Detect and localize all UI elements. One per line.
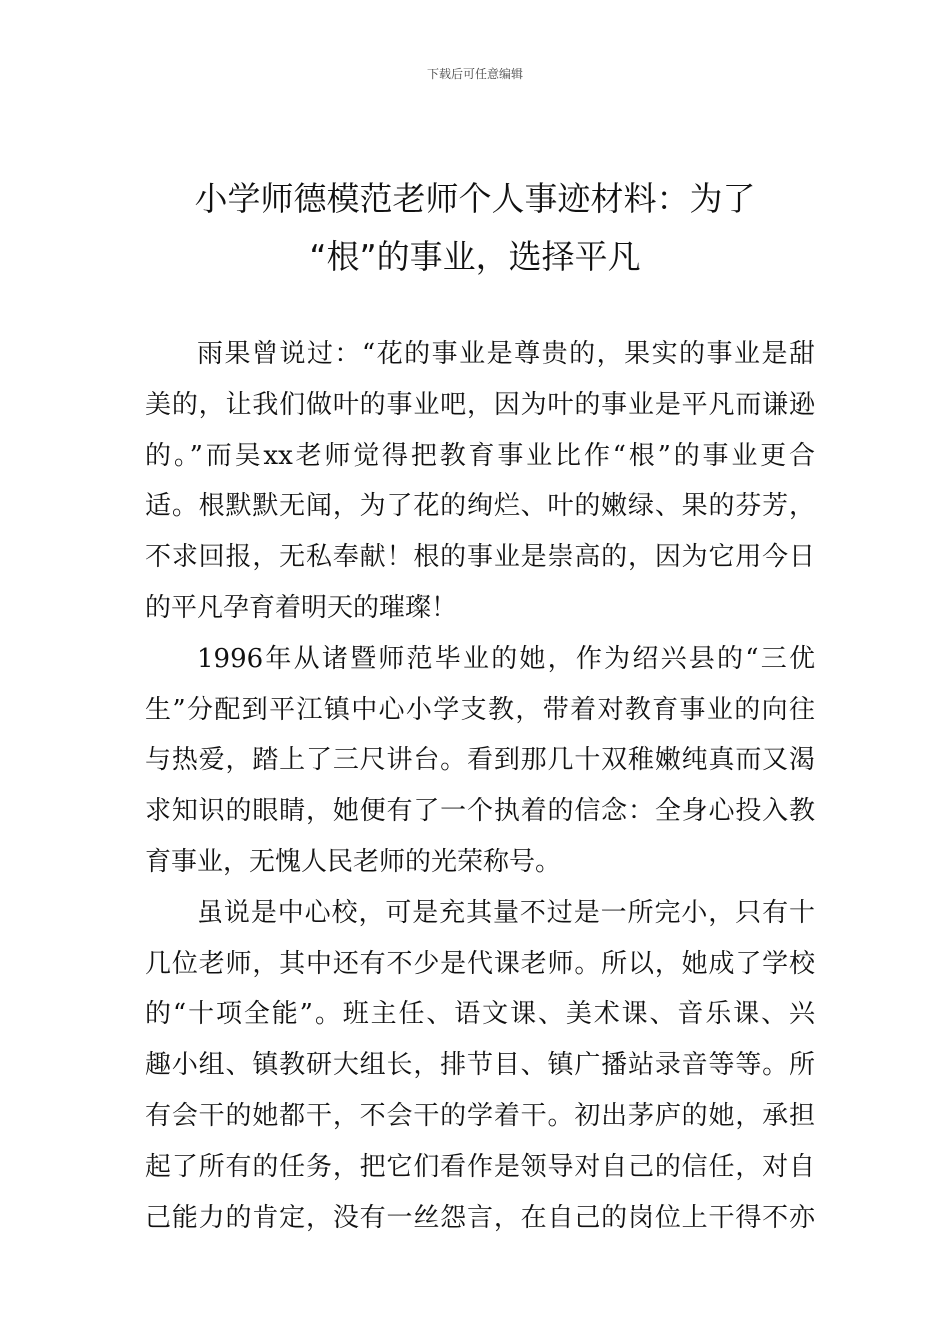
text-line: 虽说是中心校，可是充其量不过是一所完小，只有十: [197, 897, 815, 928]
text-line: 的“十项全能”。班主任、语文课、美术课、音乐课、兴: [145, 999, 815, 1030]
document-body: [145, 329, 815, 1243]
text-line: 1996年从诸暨师范毕业的她，作为绍兴县的“三优: [197, 643, 815, 674]
title-line-1: 小学师德模范老师个人事迹材料：为了: [194, 179, 756, 218]
title-line-2: “根”的事业，选择平凡: [309, 237, 641, 276]
text-line: 不求回报，无私奉献！根的事业是崇高的，因为它用今日: [145, 542, 815, 573]
page-header: 下载后可任意编辑: [426, 67, 523, 81]
text-line: 的平凡孕育着明天的璀璨！: [145, 592, 458, 623]
document-title: [120, 170, 830, 286]
text-line: 育事业，无愧人民老师的光荣称号。: [145, 846, 562, 877]
text-line: 生”分配到平江镇中心小学支教，带着对教育事业的向往: [145, 694, 815, 725]
text-line: 的。”而吴xx老师觉得把教育事业比作“根”的事业更合: [145, 440, 815, 471]
text-line: 几位老师，其中还有不少是代课老师。所以，她成了学校: [145, 948, 815, 979]
text-line: 与热爱，踏上了三尺讲台。看到那几十双稚嫩纯真而又渴: [145, 745, 815, 776]
text-line: 趣小组、镇教研大组长，排节目、镇广播站录音等等。所: [145, 1050, 815, 1081]
text-line: 起了所有的任务，把它们看作是领导对自己的信任，对自: [145, 1151, 815, 1182]
text-line: 雨果曾说过：“花的事业是尊贵的，果实的事业是甜: [197, 339, 815, 369]
text-line: 适。根默默无闻，为了花的绚烂、叶的嫩绿、果的芬芳，: [145, 491, 815, 522]
text-line: 有会干的她都干，不会干的学着干。初出茅庐的她，承担: [145, 1100, 815, 1131]
text-line: 求知识的眼睛，她便有了一个执着的信念：全身心投入教: [145, 796, 815, 827]
text-line: 己能力的肯定，没有一丝怨言，在自己的岗位上干得不亦: [145, 1202, 815, 1233]
paragraph-3: [145, 888, 815, 1244]
paragraph-1: [145, 329, 815, 634]
text-line: 美的，让我们做叶的事业吧，因为叶的事业是平凡而谦逊: [145, 389, 815, 420]
paragraph-2: [145, 634, 815, 888]
